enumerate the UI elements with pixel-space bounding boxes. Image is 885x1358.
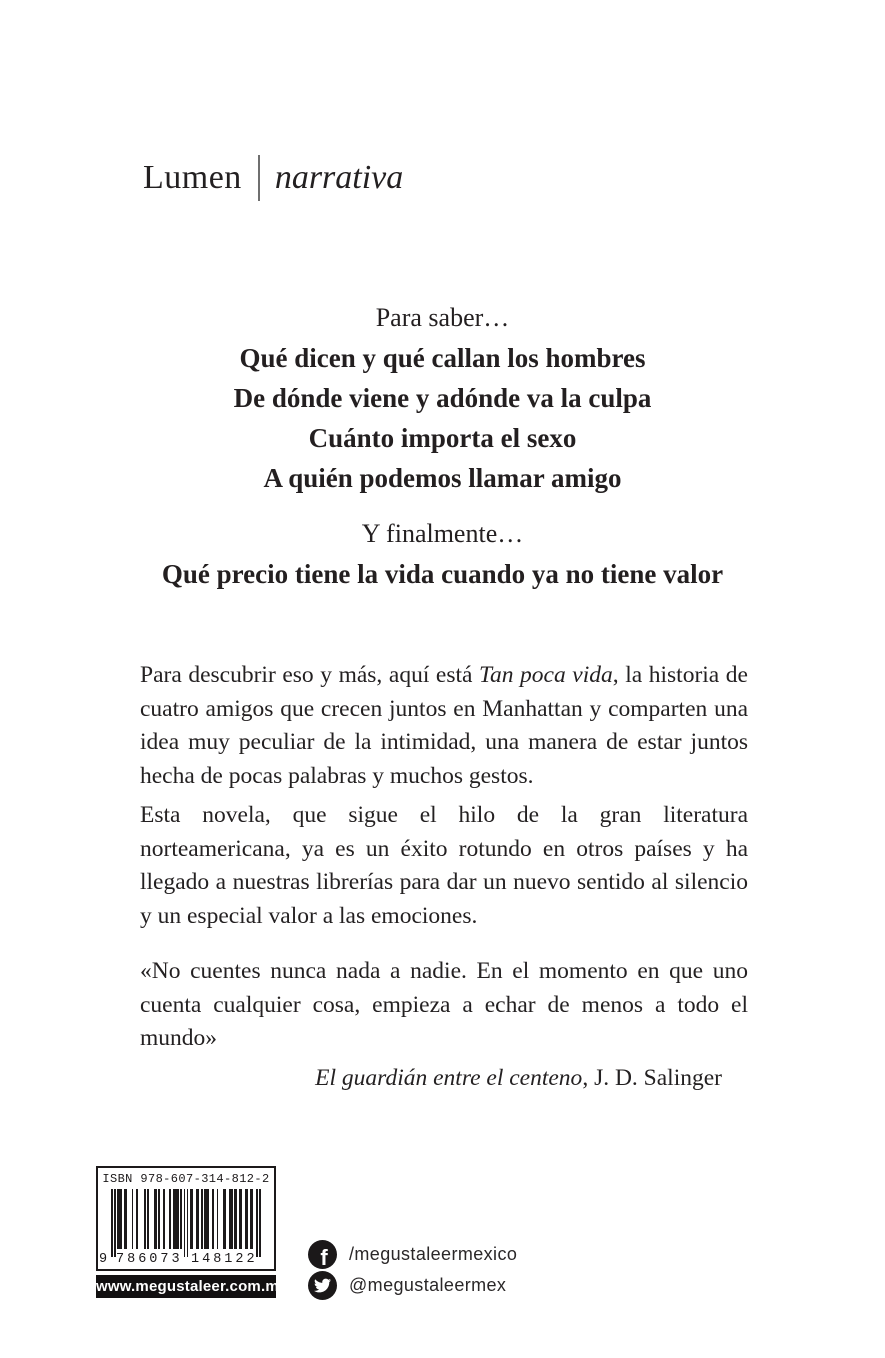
publisher-brand: Lumen: [143, 159, 242, 196]
facebook-row: [308, 1240, 517, 1269]
teaser-stanza: [0, 298, 885, 595]
synopsis-paragraph-2: Esta novela, que sigue el hilo de la gran literatura norteamericana, ya es un éxito rotundo en otros países y ha llegado a nuestras librerías para dar un nuevo sentido al silencio y un especial valor a las emociones.: [140, 802, 748, 929]
isbn-barcode-block: [96, 1166, 288, 1298]
stanza-question-4: A quién podemos llamar amigo: [263, 463, 622, 493]
stanza-final-question: Qué precio tiene la vida cuando ya no tiene valor: [161, 559, 724, 589]
facebook-handle: /megustaleermexico: [349, 1244, 518, 1264]
book-title-italic: Tan poca vida: [479, 662, 613, 688]
barcode-box: [96, 1166, 276, 1271]
facebook-icon: f: [308, 1240, 337, 1269]
twitter-handle: @megustaleermex: [349, 1275, 507, 1295]
stanza-question-2: De dónde viene y adónde va la culpa: [233, 383, 652, 413]
barcode-module: [259, 1189, 261, 1257]
social-handles: [308, 1240, 517, 1302]
publisher-website: www.megustaleer.com.mx: [96, 1275, 276, 1298]
stanza-question-1: Qué dicen y qué callan los hombres: [239, 343, 646, 373]
ean-digits-right-group: 148122: [191, 1252, 258, 1267]
synopsis: [140, 659, 748, 1101]
ean-digits-left-group: 786073: [116, 1252, 183, 1267]
synopsis-p1-rest: , la historia de cuatro amigos que crecen juntos en Manhattan y comparten una idea muy peculiar de la intimidad, una manera de estar juntos hecha de pocas palabras y muchos gestos.: [140, 662, 748, 789]
isbn-label: ISBN 978-607-314-812-2: [102, 1172, 270, 1186]
twitter-icon: [308, 1271, 337, 1300]
publisher-logo: [143, 155, 403, 201]
stanza-finally: Y finalmente…: [361, 519, 524, 548]
publisher-collection: narrativa: [274, 159, 404, 196]
twitter-row: [308, 1271, 517, 1300]
quoted-work-title: El guardián entre el centeno: [315, 1064, 583, 1091]
stanza-question-3: Cuánto importa el sexo: [308, 423, 577, 453]
ean-bars: [99, 1189, 261, 1267]
salinger-quote: «No cuentes nunca nada a nadie. En el momento en que uno cuenta cualquier cosa, empieza a echar de menos a todo el mundo»: [140, 958, 748, 1051]
stanza-opener: Para saber…: [375, 303, 510, 332]
synopsis-p1-text: Para descubrir eso y más, aquí está: [140, 662, 480, 688]
quoted-work-author: , J. D. Salinger: [582, 1064, 722, 1091]
ean-digit-lead: 9: [99, 1252, 108, 1267]
quote-attribution: [140, 1062, 748, 1096]
synopsis-paragraph-1: [140, 659, 748, 793]
logo-divider: [258, 155, 260, 201]
